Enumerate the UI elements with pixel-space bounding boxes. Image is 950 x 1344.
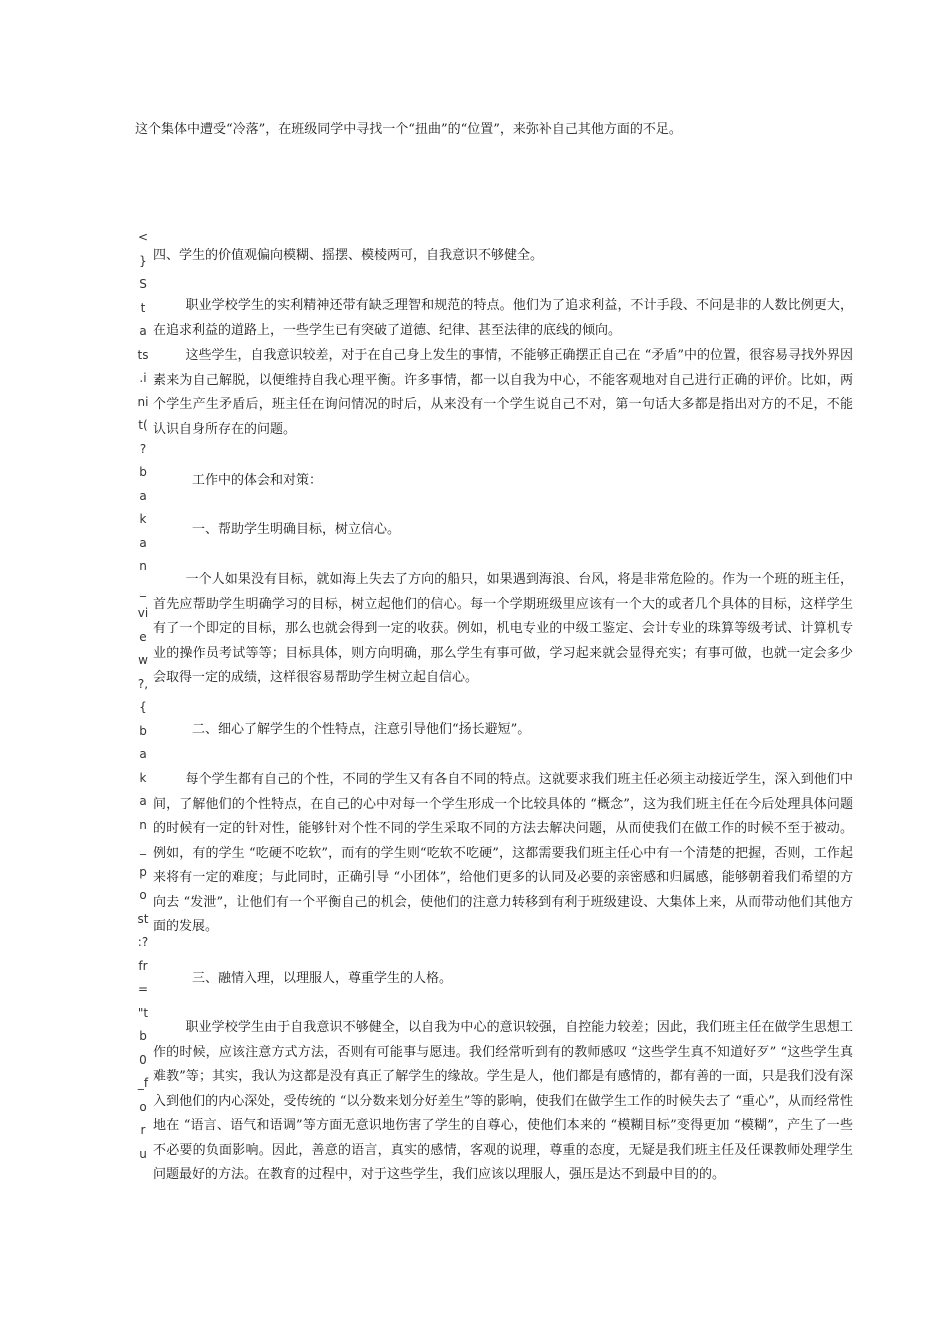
side-char: _ bbox=[140, 582, 146, 597]
section-heading-4: 四、学生的价值观偏向模糊、摇摆、模棱两可，自我意识不够健全。 bbox=[153, 248, 544, 263]
side-char: k bbox=[139, 770, 147, 785]
side-char: } bbox=[139, 253, 147, 268]
side-char: 0 bbox=[139, 1052, 147, 1067]
paragraph-self-awareness: 这些学生，自我意识较差，对于在自己身上发生的事情，不能够正确摆正自己在 “矛盾”中的位置，很容易寻找外界因素来为自己解脱，以便维持自我心理平衡。许多事情，都一以自我为中心，不能客观地对自己进行正确的评价。比如，两个学生产生矛盾后，班主任在询问情况的时后，从来没有一个学生说自己不对，第一句话大多都是指出对方的不足，不能认识自身所存在的问题。 bbox=[153, 348, 853, 437]
side-char: = bbox=[137, 982, 149, 996]
side-char: _f bbox=[137, 1076, 149, 1090]
side-char: b bbox=[139, 465, 147, 479]
side-char: _ bbox=[140, 841, 146, 855]
side-char: r bbox=[140, 1123, 146, 1137]
paragraph-respect: 职业学校学生由于自我意识不够健全，以自我为中心的意识较强，自控能力较差；因此，我们班主任在做学生思想工作的时候，应该注意方式方法，否则有可能事与愿违。我们经常听到有的教师感叹 “这些学生真不知道好歹” “这些学生真难教”等；其实，我认为这都是没有真正了解学生的缘故。学生是人，他们都是有感情的，都有善的一面，只是我们没有深入到他们的内心深处，受传统的 “以分数来划分好差生”等的影响，使我们在做学生工作的时候失去了 “重心”，从而经常性地在 “语言、语气和语调”等方面无意识地伤害了学生的自尊心，使他们本来的 “模糊目标”变得更加 “模糊”，产生了一些不必要的负面影响。因此，善意的语言，真实的感情，客观的说理，尊重的态度，无疑是我们班主任及任课教师处理学生问题最好的方法。在教育的过程中，对于这些学生，我们应该以理服人，强压是达不到最中目的的。 bbox=[153, 1020, 853, 1182]
side-char: ni bbox=[137, 394, 149, 409]
side-char: < bbox=[137, 230, 149, 244]
side-char: { bbox=[139, 700, 147, 714]
side-char: t( bbox=[138, 418, 148, 432]
side-char: b bbox=[139, 1029, 147, 1043]
side-char: b bbox=[139, 723, 147, 738]
section-heading-experience: 工作中的体会和对策： bbox=[192, 473, 323, 488]
paragraph-utility-spirit: 职业学校学生的实利精神还带有缺乏理智和规范的特点。他们为了追求利益，不计手段、不问是非的人数比例更大，在追求利益的道路上，一些学生已有突破了道德、纪律、甚至法律的底线的倾向。 bbox=[153, 298, 853, 338]
side-char: a bbox=[139, 488, 147, 503]
section-heading-1: 一、帮助学生明确目标，树立信心。 bbox=[192, 522, 401, 537]
side-char: ts bbox=[137, 347, 149, 362]
side-char: vi bbox=[137, 606, 149, 620]
side-vertical-text bbox=[135, 226, 151, 1166]
side-char: a bbox=[139, 535, 147, 550]
side-char: o bbox=[139, 1099, 147, 1114]
side-char: ?, bbox=[137, 676, 149, 691]
paragraph-intro-fragment: 这个集体中遭受“冷落”，在班级同学中寻找一个“扭曲”的“位置”，来弥补自己其他方面的不足。 bbox=[135, 122, 682, 137]
side-char: e bbox=[139, 629, 147, 644]
side-char: a bbox=[139, 794, 147, 808]
side-char: ? bbox=[139, 441, 147, 456]
side-char: u bbox=[139, 1146, 147, 1161]
side-char: o bbox=[139, 888, 147, 902]
side-char: a bbox=[139, 747, 147, 761]
side-char: w bbox=[138, 653, 148, 667]
paragraph-personality: 每个学生都有自己的个性，不同的学生又有各自不同的特点。这就要求我们班主任必须主动接近学生，深入到他们中间，了解他们的个性特点，在自己的心中对每一个学生形成一个比较具体的 “概念”，这为我们班主任在今后处理具体问题的时候有一定的针对性，能够针对个性不同的学生采取不同的方法去解决问题，从而使我们在做工作的时候不至于被动。例如，有的学生 “吃硬不吃软”，而有的学生则“吃软不吃硬”，这都需要我们班主任心中有一个清楚的把握，否则，工作起来将有一定的难度；与此同时，正确引导 “小团体”，给他们更多的认同及必要的亲密感和归属感，能够朝着我们希望的方向去 “发泄”，让他们有一个平衡自己的机会，使他们的注意力转移到有利于班级建设、大集体上来，从而带动他们其他方面的发展。 bbox=[153, 772, 853, 934]
side-char: n bbox=[139, 817, 147, 832]
section-heading-2: 二、细心了解学生的个性特点，注意引导他们“扬长避短”。 bbox=[192, 722, 531, 737]
paragraph-goals: 一个人如果没有目标，就如海上失去了方向的船只，如果遇到海浪、台风，将是非常危险的。作为一个班的班主任，首先应帮助学生明确学习的目标，树立起他们的信心。每一个学期班级里应该有一个大的或者几个具体的目标，这样学生有了一个即定的目标，那么也就会得到一定的收获。例如，机电专业的中级工鉴定、会计专业的珠算等级考试、计算机专业的操作员考试等等；目标具体，则方向明确，那么学生有事可做，学习起来就会显得充实；有事可做，也就一定会多少会取得一定的成绩，这样很容易帮助学生树立起自信心。 bbox=[153, 572, 853, 685]
side-char: t bbox=[140, 300, 146, 315]
side-char: .i bbox=[139, 371, 147, 385]
side-char: S bbox=[139, 277, 147, 291]
side-char: "t bbox=[137, 1005, 149, 1020]
side-char: p bbox=[139, 864, 147, 879]
section-heading-3: 三、融情入理，以理服人，尊重学生的人格。 bbox=[192, 971, 453, 986]
side-char: k bbox=[139, 512, 147, 526]
side-char: fr bbox=[138, 958, 148, 973]
side-char: n bbox=[139, 559, 147, 573]
side-char: a bbox=[139, 324, 147, 338]
side-char: st bbox=[137, 911, 149, 926]
side-char: :? bbox=[137, 935, 149, 949]
